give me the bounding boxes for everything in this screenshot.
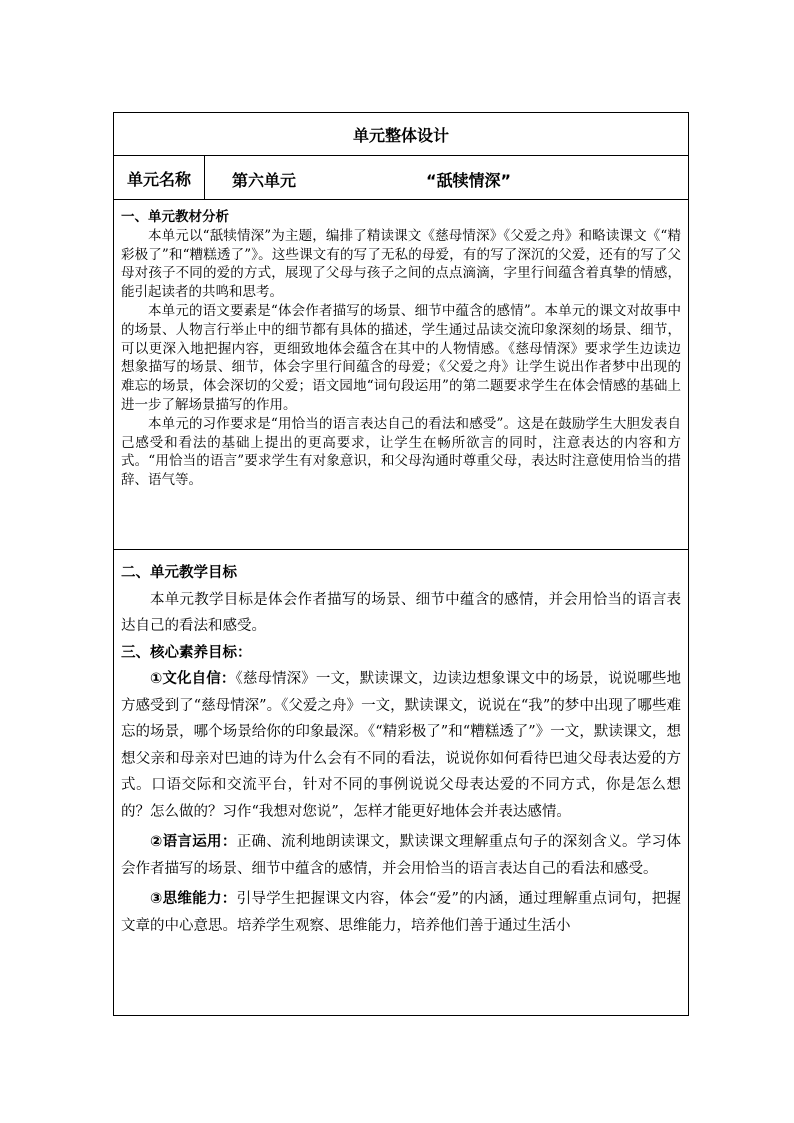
analysis-paragraph: 本单元的语文要素是“体会作者描写的场景、细节中蕴含的感情”。本单元的课文对故事中的场景、人物言行举止中的细节都有具体的描述，学生通过品读交流印象深刻的场景、细节，可以更深入地把握内容，更细致地体会蕴含在其中的人物情感。《慈母情深》要求学生边读边想象描写的场景、细节，体会字里行间蕴含的母爱；《父爱之舟》让学生说出作者梦中出现的难忘的场景，体会深切的父爱；语文园地“词句段运用”的第二题要求学生在体会情感的基础上进一步了解场景描写的作用。 [121,302,681,413]
analysis-paragraph: 本单元以“舐犊情深”为主题，编排了精读课文《慈母情深》《父爱之舟》和略读课文《“精彩极了”和“糟糕透了”》。这些课文有的写了无私的母爱，有的写了深沉的父爱，还有的写了父母对孩子不同的爱的方式，展现了父母与孩子之间的点点滴滴，字里行间蕴含着真挚的情感，能引起读者的共鸣和思考。 [121,227,681,301]
unit-theme: “舐犊情深” [426,171,512,190]
table-title: 单元整体设计 [352,125,449,145]
goals-intro: 本单元教学目标是体会作者描写的场景、细节中蕴含的感情，并会用恰当的语言表达自己的看法和感受。 [121,591,681,634]
goal-item-culture [121,666,681,825]
analysis-section [114,199,688,549]
unit-name-row [114,155,688,199]
goals-content [121,560,681,939]
core-literacy-heading: 三、核心素养目标： [121,644,252,661]
goals-heading: 二、单元教学目标 [121,565,237,581]
goal-item-text: 正确、流利地朗读课文，默读课文理解重点句子的深刻含义。学习体会作者描写的场景、细节中蕴含的感情，并会用恰当的语言表达自己的看法和感受。 [121,834,681,877]
goal-item-text: 引导学生把握课文内容，体会“爱”的内涵，通过理解重点词句，把握文章的中心意思。培养学生观察、思维能力，培养他们善于通过生活小 [121,891,681,934]
goal-item-language [121,829,681,882]
unit-name-label: 单元名称 [114,156,205,200]
analysis-content [121,208,681,490]
goal-item-text: 《慈母情深》一文，默读课文，边读边想象课文中的场景，说说哪些地方感受到了“慈母情深”。《父爱之舟》一文，默读课文，说说在“我”的梦中出现了哪些难忘的场景，哪个场景给你的印象最深。《“精彩极了”和“糟糕透了”》一文，默读课文，想想父亲和母亲对巴迪的诗为什么会有不同的看法，说说你如何看待巴迪父母表达爱的方式。口语交际和交流平台，针对不同的事例说说父母表达爱的不同方式，你是怎么想的？怎么做的？习作“我想对您说”，怎样才能更好地体会并表达感情。 [121,671,682,820]
goal-item-thinking [121,886,681,939]
unit-name-value: 第六单元 [232,171,297,190]
analysis-heading: 一、单元教材分析 [121,209,229,225]
goal-item-lead: ③思维能力： [150,891,237,907]
table-title-row [114,113,688,155]
goal-item-lead: ①文化自信： [150,671,236,687]
unit-design-table [113,112,689,1016]
goals-section [114,549,688,1017]
goal-item-lead: ②语言运用： [150,834,237,850]
analysis-paragraph: 本单元的习作要求是“用恰当的语言表达自己的看法和感受”。这是在鼓励学生大胆发表自己感受和看法的基础上提出的更高要求，让学生在畅所欲言的同时，注意表达的内容和方式。“用恰当的语言”要求学生有对象意识，和父母沟通时尊重父母，表达时注意使用恰当的措辞、语气等。 [121,415,681,489]
